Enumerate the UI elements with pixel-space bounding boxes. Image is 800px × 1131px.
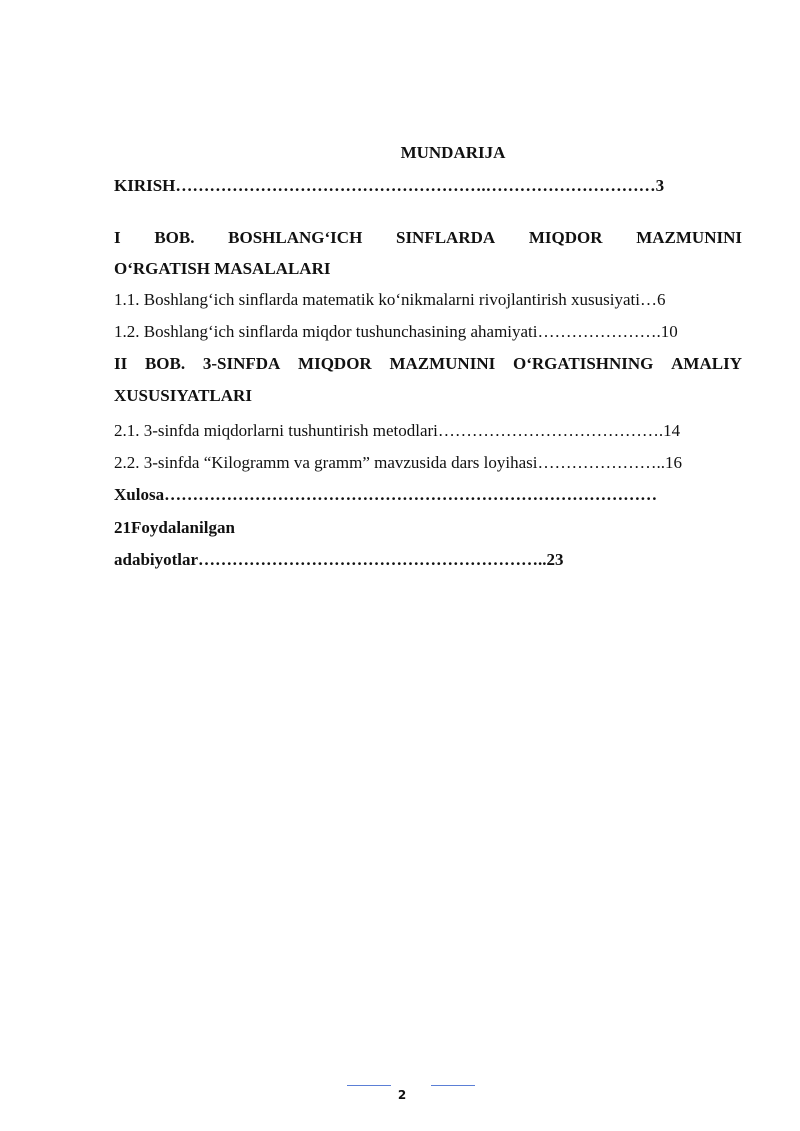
- toc-chapter1-heading-line1: [114, 227, 742, 249]
- toc-entry-section-2-2: 2.2. 3-sinfda “Kilogramm va gramm” mavzusida dars loyihasi…………………..16: [114, 453, 682, 472]
- chapter2-word: II: [114, 354, 128, 373]
- chapter1-word: SINFLARDA: [395, 228, 496, 247]
- toc-entry-references-line2: adabiyotlar……………………………………………………..23: [114, 550, 564, 569]
- footer-rule-right: [431, 1085, 475, 1086]
- chapter1-word: BOSHLANG‘ICH: [228, 228, 363, 247]
- toc-chapter1-heading-line2: O‘RGATISH MASALALARI: [114, 259, 331, 278]
- toc-chapter2-heading-line1: [114, 353, 742, 375]
- toc-title: MUNDARIJA: [400, 143, 506, 162]
- chapter2-word: 3-SINFDA: [202, 354, 281, 373]
- footer-rule-left: [347, 1085, 391, 1086]
- chapter2-word: O‘RGATISHNING: [512, 354, 654, 373]
- chapter2-word: MIQDOR: [298, 354, 372, 373]
- chapter2-word: AMALIY: [671, 354, 742, 373]
- chapter2-word: BOB.: [144, 354, 186, 373]
- chapter1-word: MIQDOR: [528, 228, 603, 247]
- chapter2-word: MAZMUNINI: [389, 354, 496, 373]
- toc-entry-references-line1: 21Foydalanilgan: [114, 518, 235, 537]
- toc-entry-intro: KIRISH……………………………………………….…………………………3: [114, 176, 665, 195]
- toc-entry-conclusion: Xulosa……………………………………………………………………………: [114, 485, 658, 504]
- chapter1-word: MAZMUNINI: [636, 228, 742, 247]
- toc-entry-section-1-1: 1.1. Boshlang‘ich sinflarda matematik ko‘nikmalarni rivojlantirish xususiyati…6: [114, 290, 666, 309]
- chapter1-word: I: [114, 228, 121, 247]
- chapter1-word: BOB.: [154, 228, 195, 247]
- toc-entry-section-2-1: 2.1. 3-sinfda miqdorlarni tushuntirish metodlari………………………………….14: [114, 421, 681, 440]
- toc-entry-section-1-2: 1.2. Boshlang‘ich sinflarda miqdor tushunchasining ahamiyati………………….10: [114, 322, 678, 341]
- toc-chapter2-heading-line2: XUSUSIYATLARI: [114, 386, 252, 405]
- page-number: 2: [397, 1088, 407, 1102]
